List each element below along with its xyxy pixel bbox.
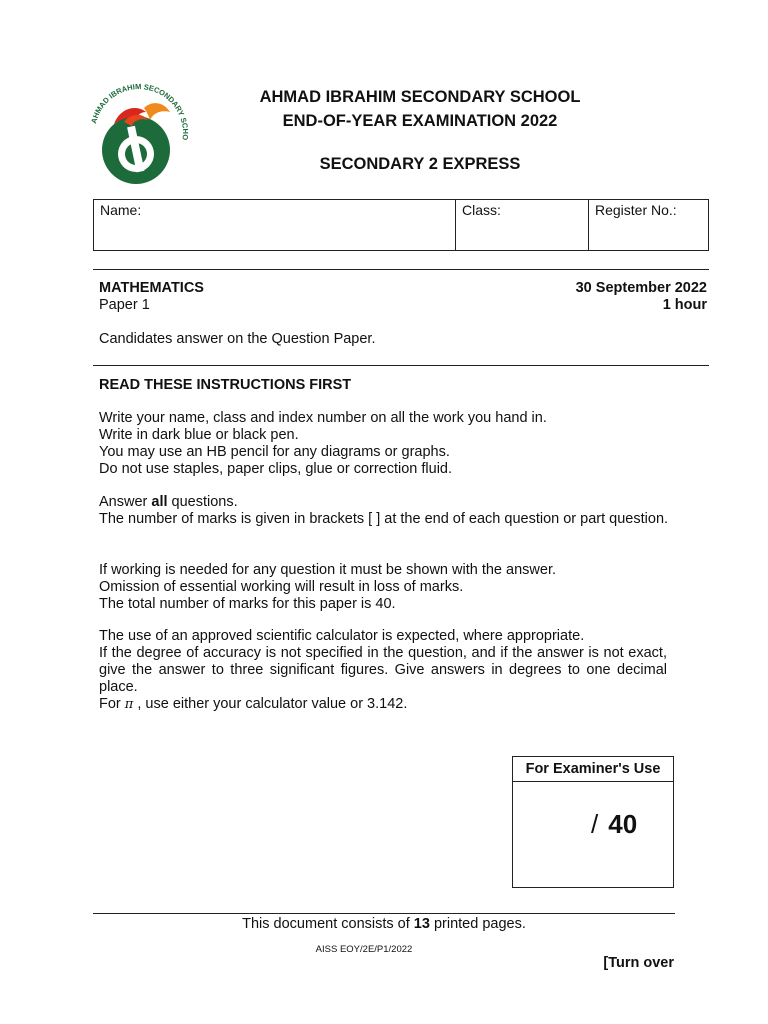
paper-number: Paper 1 <box>99 297 150 313</box>
instruction-line: Write in dark blue or black pen. <box>99 427 299 443</box>
examiner-use-box <box>512 756 674 888</box>
exam-duration: 1 hour <box>662 297 707 313</box>
divider <box>93 269 709 270</box>
name-label: Name: <box>100 202 142 218</box>
instruction-line: The use of an approved scientific calculator is expected, where appropriate. <box>99 628 585 644</box>
candidates-note: Candidates answer on the Question Paper. <box>99 331 376 347</box>
school-logo <box>84 82 190 192</box>
exam-date: 30 September 2022 <box>575 280 707 296</box>
candidate-info-table <box>93 199 709 251</box>
instruction-line: Do not use staples, paper clips, glue or correction fluid. <box>99 461 453 477</box>
register-field[interactable] <box>588 200 708 250</box>
exam-title: END-OF-YEAR EXAMINATION 2022 <box>282 112 558 130</box>
paper-code: AISS EOY/2E/P1/2022 <box>315 944 413 955</box>
instruction-line: For π , use either your calculator value or 3.142. <box>99 696 408 712</box>
subject-title: MATHEMATICS <box>99 280 204 296</box>
school-name: AHMAD IBRAHIM SECONDARY SCHOOL <box>259 88 581 106</box>
level-title: SECONDARY 2 EXPRESS <box>319 155 521 173</box>
instruction-line: If working is needed for any question it must be shown with the answer. <box>99 562 556 578</box>
emphasis-all: all <box>151 494 168 510</box>
score-total <box>591 809 637 840</box>
instruction-line: You may use an HB pencil for any diagrams or graphs. <box>99 444 450 460</box>
divider <box>93 365 709 366</box>
instruction-line: Omission of essential working will result in loss of marks. <box>99 579 464 595</box>
page-count: 13 <box>413 916 430 932</box>
instruction-line: The total number of marks for this paper is 40. <box>99 596 396 612</box>
page-count-note: This document consists of 13 printed pages. <box>242 916 526 932</box>
score-slash: / <box>591 809 599 839</box>
instructions-block-2 <box>99 494 669 528</box>
instruction-line: Answer all questions. <box>99 494 238 510</box>
total-marks: 40 <box>608 809 638 839</box>
instructions-heading: READ THESE INSTRUCTIONS FIRST <box>99 377 352 393</box>
turn-over: [Turn over <box>603 955 674 971</box>
instructions-block-1 <box>99 410 669 478</box>
instructions-block-3 <box>99 562 669 613</box>
register-label: Register No.: <box>595 202 677 218</box>
logo-text: AHMAD IBRAHIM SECONDARY SCHO <box>89 82 190 141</box>
name-field[interactable] <box>94 200 455 250</box>
instructions-block-4 <box>99 628 667 713</box>
instruction-line: If the degree of accuracy is not specified in the question, and if the answer is not exact, give the answer to three significant figures. Give answers in degrees to one decimal place. <box>99 645 667 695</box>
class-field[interactable] <box>455 200 588 250</box>
instruction-line: The number of marks is given in brackets [ ] at the end of each question or part question. <box>99 511 669 527</box>
footer-divider <box>93 913 675 914</box>
class-label: Class: <box>462 202 501 218</box>
pi-symbol: π <box>124 697 134 712</box>
examiner-heading: For Examiner's Use <box>513 757 673 782</box>
instruction-line: Write your name, class and index number on all the work you hand in. <box>99 410 547 426</box>
